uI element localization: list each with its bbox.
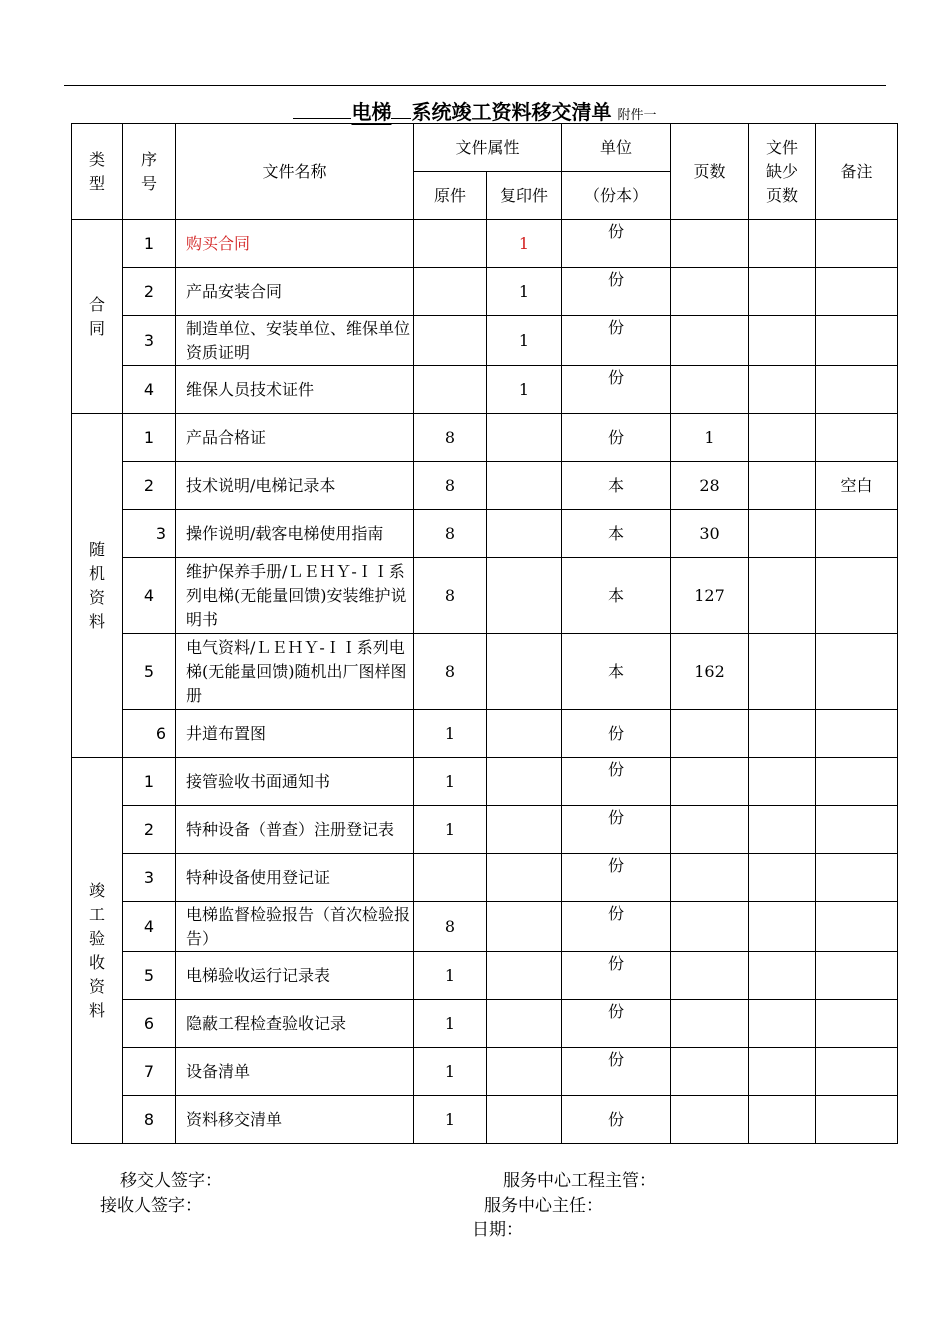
file-name-cell: 特种设备使用登记证 [176,854,414,902]
seq-cell: 1 [123,220,176,268]
seq-cell: 1 [123,758,176,806]
original-cell: 8 [414,462,487,510]
remark-cell [816,366,898,414]
table-row [72,710,898,758]
original-cell: 1 [414,952,487,1000]
header-copy: 复印件 [487,172,562,220]
header-remarks: 备注 [816,124,898,220]
remark-cell [816,710,898,758]
original-cell: 1 [414,1096,487,1144]
remark-cell [816,220,898,268]
missing-pages-cell [749,758,816,806]
file-name-cell: 井道布置图 [176,710,414,758]
copy-cell: 1 [487,268,562,316]
table-row [72,1096,898,1144]
missing-pages-cell [749,710,816,758]
original-cell: 1 [414,1000,487,1048]
copy-cell [487,1000,562,1048]
missing-pages-cell [749,1048,816,1096]
original-cell: 1 [414,710,487,758]
file-name-cell: 维护保养手册/ＬＥＨＹ-ＩＩ系列电梯(无能量回馈)安装维护说明书 [176,558,414,634]
copy-cell [487,1048,562,1096]
header-missing-pages: 文件缺少页数 [749,124,816,220]
seq-cell: 4 [123,902,176,952]
copy-cell [487,510,562,558]
group-type-cell [72,758,123,1144]
original-cell: 8 [414,414,487,462]
table-row [72,414,898,462]
copy-cell: 1 [487,316,562,366]
missing-pages-cell [749,902,816,952]
missing-pages-cell [749,854,816,902]
seq-cell: 7 [123,1048,176,1096]
group-type-label: 合同 [88,294,105,338]
copy-cell: 1 [487,220,562,268]
group-type-label: 竣工验收资料 [88,880,105,1020]
copy-cell [487,710,562,758]
remark-cell [816,414,898,462]
file-name-cell: 特种设备（普查）注册登记表 [176,806,414,854]
title-blank [293,98,351,119]
pages-cell [671,854,749,902]
title-blank-2 [391,98,411,119]
file-name-cell: 接管验收书面通知书 [176,758,414,806]
remark-cell [816,806,898,854]
seq-cell: 4 [123,558,176,634]
table-row [72,1000,898,1048]
original-cell: 8 [414,634,487,710]
seq-cell: 3 [123,510,176,558]
seq-cell: 1 [123,414,176,462]
table-row [72,806,898,854]
unit-cell: 份 [562,806,671,854]
pages-cell [671,220,749,268]
file-name-cell: 制造单位、安装单位、维保单位资质证明 [176,316,414,366]
file-name-cell: 电梯验收运行记录表 [176,952,414,1000]
missing-pages-cell [749,952,816,1000]
unit-cell: 份 [562,1000,671,1048]
unit-cell: 份 [562,414,671,462]
original-cell: 8 [414,558,487,634]
remark-cell [816,1096,898,1144]
copy-cell [487,902,562,952]
remark-cell [816,634,898,710]
file-name-cell: 资料移交清单 [176,1096,414,1144]
missing-pages-cell [749,1096,816,1144]
unit-cell: 份 [562,952,671,1000]
seq-cell: 2 [123,462,176,510]
pages-cell [671,902,749,952]
date-label: 日期： [472,1220,523,1240]
title-main: 系统竣工资料移交清单 [411,100,612,124]
header-type: 类型 [72,124,123,220]
pages-cell [671,1048,749,1096]
file-name-cell: 产品安装合同 [176,268,414,316]
copy-cell [487,952,562,1000]
original-cell [414,366,487,414]
original-cell: 8 [414,902,487,952]
seq-cell: 6 [123,1000,176,1048]
supervisor-signature-label: 服务中心工程主管： [503,1171,656,1191]
unit-cell: 本 [562,462,671,510]
seq-cell: 8 [123,1096,176,1144]
seq-cell: 3 [123,316,176,366]
missing-pages-cell [749,510,816,558]
unit-cell: 份 [562,1096,671,1144]
pages-cell [671,366,749,414]
handover-table [71,123,898,1144]
pages-cell [671,710,749,758]
file-name-cell: 电梯监督检验报告（首次检验报告） [176,902,414,952]
remark-cell [816,1048,898,1096]
seq-cell: 5 [123,634,176,710]
unit-cell: 份 [562,758,671,806]
seq-cell: 2 [123,806,176,854]
seq-cell: 6 [123,710,176,758]
unit-cell: 本 [562,510,671,558]
table-row [72,1048,898,1096]
seq-cell: 2 [123,268,176,316]
table-row [72,758,898,806]
file-name-cell: 操作说明/载客电梯使用指南 [176,510,414,558]
unit-cell: 本 [562,558,671,634]
copy-cell [487,1096,562,1144]
remark-cell [816,558,898,634]
remark-cell [816,268,898,316]
header-unit: 单位 [562,124,671,172]
table-row [72,902,898,952]
unit-cell: 份 [562,220,671,268]
unit-cell: 份 [562,710,671,758]
header-original: 原件 [414,172,487,220]
missing-pages-cell [749,1000,816,1048]
pages-cell: 127 [671,558,749,634]
copy-cell: 1 [487,366,562,414]
handover-signature-label: 移交人签字： [120,1171,222,1191]
pages-cell [671,268,749,316]
original-cell [414,268,487,316]
pages-cell [671,1000,749,1048]
pages-cell: 1 [671,414,749,462]
original-cell: 8 [414,510,487,558]
unit-cell: 份 [562,902,671,952]
original-cell: 1 [414,758,487,806]
remark-cell: 空白 [816,462,898,510]
table-row [72,268,898,316]
pages-cell [671,952,749,1000]
title-attachment: 附件一 [617,108,657,123]
original-cell: 1 [414,1048,487,1096]
file-name-cell: 电气资料/ＬＥＨＹ-ＩＩ系列电梯(无能量回馈)随机出厂图样图册 [176,634,414,710]
table-row [72,462,898,510]
header-seq: 序号 [123,124,176,220]
director-signature-label: 服务中心主任： [484,1196,603,1216]
receiver-signature-label: 接收人签字： [100,1196,202,1216]
file-name-cell: 技术说明/电梯记录本 [176,462,414,510]
header-file-attr: 文件属性 [414,124,562,172]
missing-pages-cell [749,268,816,316]
unit-cell: 份 [562,1048,671,1096]
table-row [72,510,898,558]
original-cell [414,316,487,366]
table-row [72,220,898,268]
top-rule [64,85,886,86]
table-row [72,558,898,634]
seq-cell: 3 [123,854,176,902]
table-row [72,634,898,710]
table-row [72,316,898,366]
file-name-cell: 隐蔽工程检查验收记录 [176,1000,414,1048]
missing-pages-cell [749,558,816,634]
original-cell: 1 [414,806,487,854]
unit-cell: 份 [562,854,671,902]
unit-cell: 份 [562,268,671,316]
document-title [0,96,950,125]
missing-pages-cell [749,366,816,414]
seq-cell: 4 [123,366,176,414]
header-file-name: 文件名称 [176,124,414,220]
remark-cell [816,1000,898,1048]
pages-cell: 28 [671,462,749,510]
remark-cell [816,952,898,1000]
group-type-label: 随机资料 [88,539,105,631]
unit-cell: 份 [562,316,671,366]
file-name-cell: 产品合格证 [176,414,414,462]
pages-cell: 30 [671,510,749,558]
pages-cell [671,806,749,854]
original-cell [414,220,487,268]
copy-cell [487,414,562,462]
remark-cell [816,902,898,952]
file-name-cell: 设备清单 [176,1048,414,1096]
group-type-cell [72,414,123,758]
table-row [72,854,898,902]
copy-cell [487,758,562,806]
copy-cell [487,462,562,510]
pages-cell: 162 [671,634,749,710]
group-type-cell [72,220,123,414]
pages-cell [671,758,749,806]
header-unit-sub: （份本） [562,172,671,220]
missing-pages-cell [749,634,816,710]
copy-cell [487,558,562,634]
remark-cell [816,854,898,902]
missing-pages-cell [749,220,816,268]
unit-cell: 份 [562,366,671,414]
table-row [72,952,898,1000]
copy-cell [487,634,562,710]
unit-cell: 本 [562,634,671,710]
original-cell [414,854,487,902]
file-name-cell: 维保人员技术证件 [176,366,414,414]
missing-pages-cell [749,316,816,366]
pages-cell [671,316,749,366]
table-row [72,366,898,414]
missing-pages-cell [749,414,816,462]
file-name-cell: 购买合同 [176,220,414,268]
pages-cell [671,1096,749,1144]
seq-cell: 5 [123,952,176,1000]
remark-cell [816,758,898,806]
header-pages: 页数 [671,124,749,220]
copy-cell [487,806,562,854]
missing-pages-cell [749,462,816,510]
missing-pages-cell [749,806,816,854]
title-elevator: 电梯 [351,100,392,124]
remark-cell [816,316,898,366]
copy-cell [487,854,562,902]
remark-cell [816,510,898,558]
